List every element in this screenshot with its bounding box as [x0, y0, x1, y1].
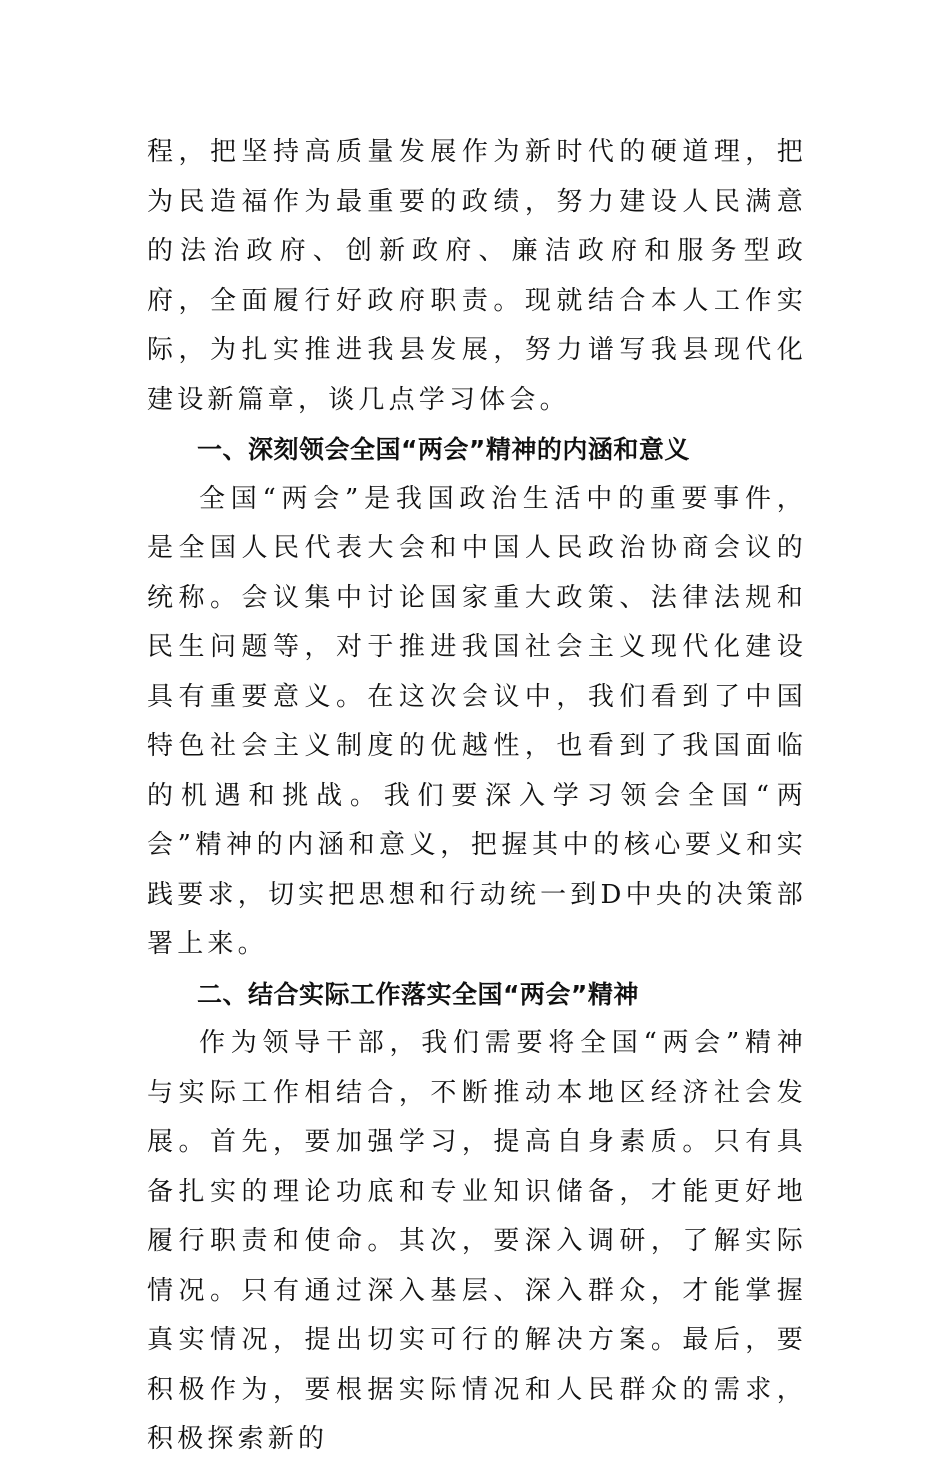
- section-heading-2: 二、结合实际工作落实全国“两会”精神: [197, 979, 639, 1009]
- paragraph-section-2: 作为领导干部，我们需要将全国“两会”精神与实际工作相结合，不断推动本地区经济社会发展。首先，要加强学习，提高自身素质。只有具备扎实的理论功底和专业知识储备，才能更好地履行职责和使命。其次，要深入调研，了解实际情况。只有通过深入基层、深入群众，才能掌握真实情况，提出切实可行的解决方案。最后，要积极作为，要根据实际情况和人民群众的需求，积极探索新的: [147, 1028, 807, 1454]
- section-heading-1: 一、深刻领会全国“两会”精神的内涵和意义: [197, 435, 690, 464]
- paragraph-intro-continued: 程，把坚持高质量发展作为新时代的硬道理，把为民造福作为最重要的政绩，努力建设人民满意的法治政府、创新政府、廉洁政府和服务型政府，全面履行好政府职责。现就结合本人工作实际，为扎实推进我县发展，努力谱写我县现代化建设新篇章，谈几点学习体会。: [147, 137, 807, 415]
- paragraph-section-1: 全国“两会”是我国政治生活中的重要事件，是全国人民代表大会和中国人民政治协商会议的统称。会议集中讨论国家重大政策、法律法规和民生问题等，对于推进我国社会主义现代化建设具有重要意义。在这次会议中，我们看到了中国特色社会主义制度的优越性，也看到了我国面临的机遇和挑战。我们要深入学习领会全国“两会”精神的内涵和意义，把握其中的核心要义和实践要求，切实把思想和行动统一到D中央的决策部署上来。: [147, 483, 807, 959]
- document-body: [147, 128, 807, 1465]
